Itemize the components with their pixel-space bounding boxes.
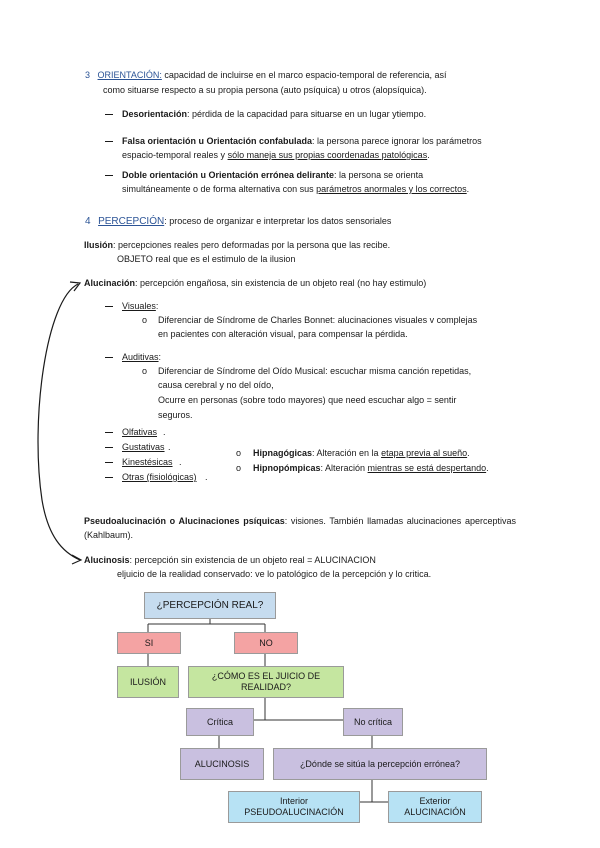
interior-box xyxy=(228,791,360,823)
q2-label-line2: REALIDAD? xyxy=(240,682,292,692)
falsa-orientacion-term: Falsa orientación u Orientación confabulada xyxy=(122,136,313,146)
hipnagogicas-term: Hipnagógicas xyxy=(253,448,313,458)
alucinacion-term: Alucinación xyxy=(84,278,136,288)
hipnopompicas-underlined: mientras se está despertando xyxy=(367,463,487,473)
q2-juicio-realidad-box xyxy=(188,666,344,698)
sense-kinestesicas: Kinestésicas xyxy=(122,457,173,467)
interior-label-line1: Interior xyxy=(279,796,308,806)
doble-orientacion-term: Doble orientación u Orientación errónea delirante xyxy=(122,170,335,180)
critica-label: Crítica xyxy=(206,716,233,727)
period: . xyxy=(427,150,430,160)
hipnagogicas-line: Hipnagógicas: Alteración en la etapa previa al sueño. xyxy=(253,448,470,458)
auditivas-text-2: causa cerebral y no del oído, xyxy=(158,380,274,390)
orientation-heading: ORIENTACIÓN: xyxy=(97,70,162,80)
critica-box xyxy=(186,708,254,736)
q3-donde-box xyxy=(273,748,487,780)
period: . xyxy=(179,457,182,467)
arrowhead-bottom xyxy=(72,555,81,564)
bullet-circle: o xyxy=(236,463,242,473)
hipnagogicas-def: : Alteración en la xyxy=(312,448,382,458)
ilusion-def: : percepciones reales pero deformadas por la persona que las recibe. xyxy=(113,240,391,250)
q3-label: ¿Dónde se sitúa la percepción errónea? xyxy=(299,758,461,769)
auditivas-label-text: Auditivas xyxy=(122,352,159,362)
ilusion-note: OBJETO real que es el estimulo de la ilusion xyxy=(117,254,296,264)
bullet-circle: o xyxy=(142,315,148,325)
q1-label: ¿PERCEPCIÓN REAL? xyxy=(156,600,264,611)
sense-gustativas: Gustativas xyxy=(122,442,165,452)
q1-percepcion-real-box xyxy=(144,592,276,619)
perception-heading: PERCEPCIÓN xyxy=(98,216,165,227)
perception-number: 4 xyxy=(85,216,91,227)
curved-arrow-path xyxy=(38,284,80,560)
bullet-circle: o xyxy=(236,448,242,458)
si-box xyxy=(117,632,181,654)
doble-orientacion-def: : la persona se orienta xyxy=(334,170,424,180)
hipnopompicas-term: Hipnopómpicas xyxy=(253,463,321,473)
sense-otras: Otras (fisiológicas) xyxy=(122,472,197,482)
perception-def: : proceso de organizar e interpretar los datos sensoriales xyxy=(164,216,392,226)
visuales-text-1: Diferenciar de Síndrome de Charles Bonnet: alucinaciones visuales v complejas xyxy=(158,315,478,325)
ilusion-term: Ilusión xyxy=(84,240,113,250)
falsa-orientacion-def: : la persona parece ignorar los parámetros xyxy=(312,136,482,146)
doble-orientacion-line2-text: simultáneamente o de forma alternativa con sus xyxy=(122,184,317,194)
exterior-label-line1: Exterior xyxy=(419,796,451,806)
visuales-text-2: en pacientes con alteración visual, para compensar la pérdida. xyxy=(158,329,408,339)
bullet-circle: o xyxy=(142,366,148,376)
si-label: SI xyxy=(144,637,154,648)
period: . xyxy=(466,184,470,194)
no-box xyxy=(234,632,298,654)
no-critica-box xyxy=(343,708,403,736)
auditivas-text-4: seguros. xyxy=(158,410,193,420)
q2-label-line1: ¿CÓMO ES EL JUICIO DE xyxy=(211,671,321,681)
period: . xyxy=(163,427,166,437)
orientation-def-line2: como situarse respecto a su propia persona (auto psíquica) u otros (alopsíquica). xyxy=(103,85,427,95)
hipnopompicas-def: : Alteración xyxy=(320,463,368,473)
exterior-box xyxy=(388,791,482,823)
doble-orientacion-underlined: parámetros anormales y los correctos xyxy=(316,184,467,194)
desorientacion-term: Desorientación xyxy=(122,109,188,119)
falsa-orientacion-line2-text: espacio-temporal reales y xyxy=(122,150,228,160)
pseudoalucinacion-term: Pseudoalucinación o Alucinaciones psíquicas xyxy=(84,516,285,526)
auditivas-text-1: Diferenciar de Síndrome del Oído Musical: escuchar misma canción repetidas, xyxy=(158,366,472,376)
falsa-orientacion-underlined: sólo maneja sus propias coordenadas patológicas xyxy=(227,150,428,160)
auditivas-label: Auditivas: xyxy=(122,352,162,362)
hipnopompicas-line: Hipnopómpicas: Alteración mientras se está despertando. xyxy=(253,463,489,473)
auditivas-text-3: Ocurre en personas (sobre todo mayores) que need escuchar algo = sentir xyxy=(158,395,457,405)
alucinosis-note: eljuicio de la realidad conservado: ve lo patológico de la percepción y lo critica. xyxy=(117,569,432,579)
orientation-def-line1: capacidad de incluirse en el marco espacio-temporal de referencia, así xyxy=(161,70,447,80)
desorientacion-def: : pérdida de la capacidad para situarse en un lugar ytiempo. xyxy=(187,109,427,119)
pseudoalucinacion-def: : visiones. También llamadas alucinaciones aperceptivas (Kahlbaum). xyxy=(84,516,516,540)
ilusion-box-label: ILUSIÓN xyxy=(129,676,166,687)
visuales-label-text: Visuales xyxy=(122,301,156,311)
ilusion-box xyxy=(117,666,179,698)
exterior-label-line2: ALUCINACIÓN xyxy=(404,807,466,817)
sense-olfativas: Olfativas xyxy=(122,427,158,437)
no-label: NO xyxy=(259,637,273,648)
alucinosis-term: Alucinosis xyxy=(84,555,130,565)
alucinosis-box xyxy=(180,748,264,780)
period: . xyxy=(168,442,171,452)
orientation-number: 3 xyxy=(85,70,91,80)
hipnagogicas-underlined: etapa previa al sueño xyxy=(381,448,468,458)
visuales-label: Visuales: xyxy=(122,301,159,311)
alucinosis-box-label: ALUCINOSIS xyxy=(194,758,250,769)
interior-label-line2: PSEUDOALUCINACIÓN xyxy=(244,807,344,817)
alucinosis-def: : percepción sin existencia de un objeto real = ALUCINACION xyxy=(129,555,376,565)
no-critica-label: No crítica xyxy=(353,716,392,727)
period: . xyxy=(205,472,208,482)
alucinacion-def: : percepción engañosa, sin existencia de un objeto real (no hay estimulo) xyxy=(135,278,427,288)
